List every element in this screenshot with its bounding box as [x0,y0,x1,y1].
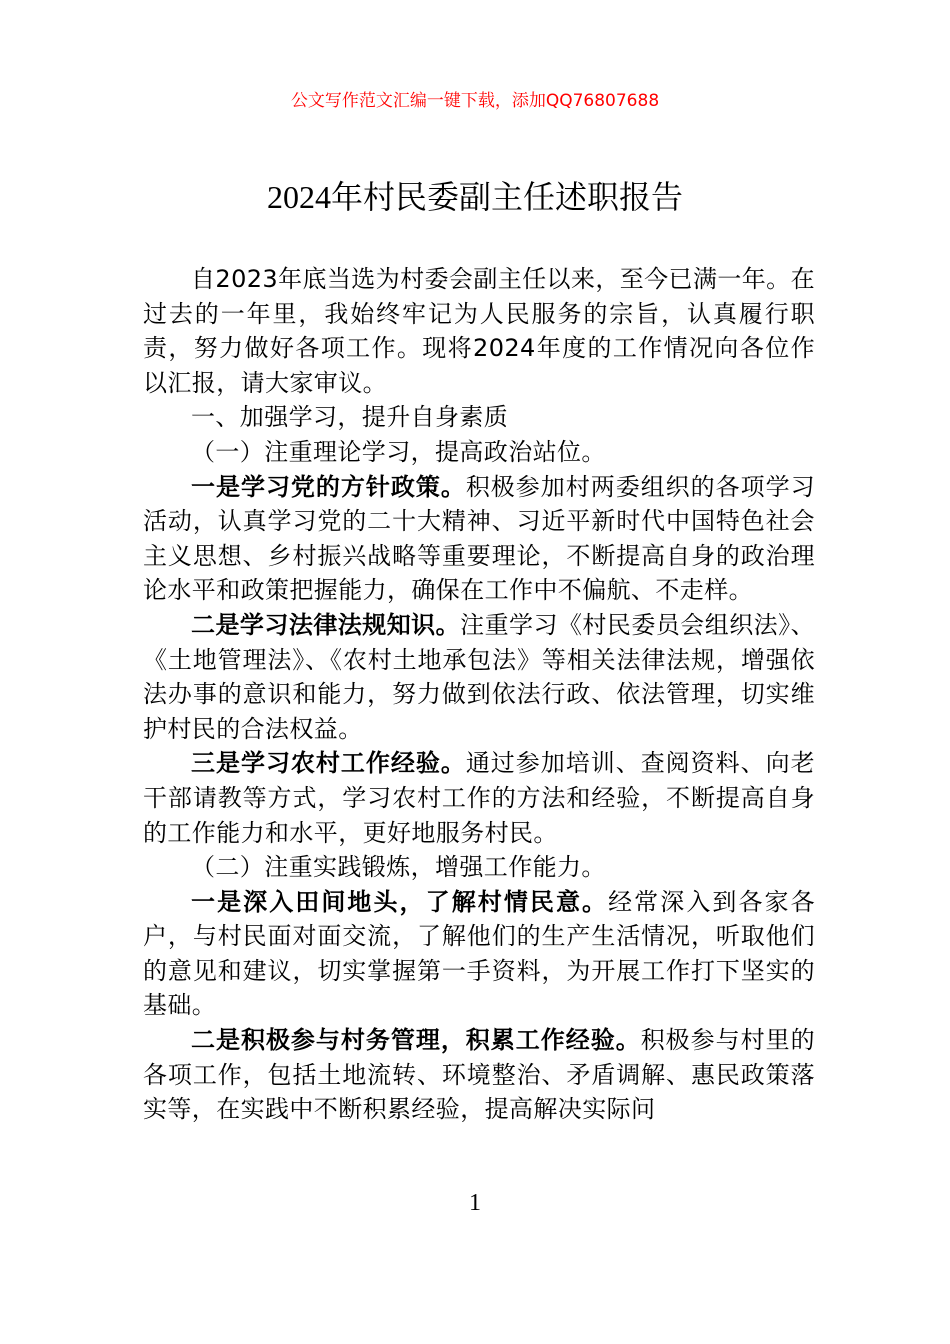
paragraph-study-experience: 三是学习农村工作经验。通过参加培训、查阅资料、向老干部请教等方式，学习农村工作的方法和经验，不断提高自身的工作能力和水平，更好地服务村民。 [143,749,815,847]
section-heading-1: 一、加强学习，提升自身素质 [191,403,509,432]
paragraph-village-affairs: 二是积极参与村务管理，积累工作经验。积极参与村里的各项工作，包括土地流转、环境整治、矛盾调解、惠民政策落实等，在实践中不断积累经验，提高解决实际问 [143,1026,815,1124]
paragraph-lead: 一是学习党的方针政策。 [191,472,466,501]
document-body [143,262,815,1127]
paragraph-lead: 一是深入田间地头，了解村情民意。 [191,887,609,916]
paragraph-lead: 三是学习农村工作经验。 [191,749,466,778]
download-notice: 公文写作范文汇编一键下载，添加QQ76807688 [290,91,660,111]
document-title: 2024年村民委副主任述职报告 [266,179,683,215]
paragraph-field-visits: 一是深入田间地头，了解村情民意。经常深入到各家各户，与村民面对面交流，了解他们的生产生活情况，听取他们的意见和建议，切实掌握第一手资料，为开展工作打下坚实的基础。 [143,887,815,1020]
subsection-heading-2: （二）注重实践锻炼，增强工作能力。 [191,853,606,882]
subsection-heading-1: （一）注重理论学习，提高政治站位。 [191,437,606,466]
page-number: 1 [469,1190,481,1216]
paragraph-lead: 二是积极参与村务管理，积累工作经验。 [191,1026,641,1055]
paragraph-study-policy: 一是学习党的方针政策。积极参加村两委组织的各项学习活动，认真学习党的二十大精神、习近平新时代中国特色社会主义思想、乡村振兴战略等重要理论，不断提高自身的政治理论水平和政策把握能力，确保在工作中不偏航、不走样。 [143,472,815,605]
intro-paragraph: 自2023年底当选为村委会副主任以来，至今已满一年。在过去的一年里，我始终牢记为人民服务的宗旨，认真履行职责，努力做好各项工作。现将2024年度的工作情况向各位作以汇报，请大家审议。 [143,265,815,397]
paragraph-lead: 二是学习法律法规知识。 [191,610,461,639]
paragraph-study-law: 二是学习法律法规知识。注重学习《村民委员会组织法》、《土地管理法》、《农村土地承包法》等相关法律法规，增强依法办事的意识和能力，努力做到依法行政、依法管理，切实维护村民的合法权益。 [143,610,816,743]
